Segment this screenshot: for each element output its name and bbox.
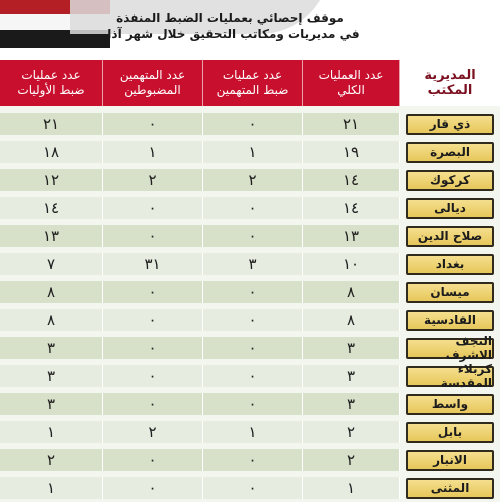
arrested-cell: ٠: [103, 281, 203, 303]
report-title: [100, 10, 360, 42]
arrested-cell: ٠: [103, 197, 203, 219]
directorate-label: البصرة: [406, 142, 494, 163]
preliminary-ops-cell: ٨: [0, 281, 103, 303]
directorate-cell: [400, 138, 500, 166]
arrested-cell: ٠: [103, 449, 203, 471]
preliminary-ops-cell: ٢: [0, 449, 103, 471]
table-header-row: [0, 60, 500, 106]
table-row: [0, 194, 500, 222]
arrested-cell: ٠: [103, 309, 203, 331]
preliminary-ops-cell: ٢١: [0, 113, 103, 135]
total-ops-cell: ١٠: [303, 253, 400, 275]
table-row: [0, 250, 500, 278]
table-row: [0, 138, 500, 166]
preliminary-ops-cell: ١٢: [0, 169, 103, 191]
arrested-cell: ٢: [103, 421, 203, 443]
total-ops-cell: ٣: [303, 393, 400, 415]
table-row: [0, 474, 500, 502]
total-ops-cell: ٣: [303, 337, 400, 359]
directorate-cell: [400, 474, 500, 502]
total-ops-cell: ٨: [303, 281, 400, 303]
directorate-cell: [400, 390, 500, 418]
header-preliminary-ops: عدد عمليات ضبط الأوليات: [0, 60, 103, 106]
arrest-ops-cell: ٠: [203, 337, 303, 359]
directorate-cell: [400, 194, 500, 222]
arrest-ops-cell: ٢: [203, 169, 303, 191]
total-ops-cell: ١: [303, 477, 400, 499]
table-row: [0, 334, 500, 362]
total-ops-cell: ١٩: [303, 141, 400, 163]
preliminary-ops-cell: ٨: [0, 309, 103, 331]
arrested-cell: ٢: [103, 169, 203, 191]
arrest-ops-cell: ٠: [203, 225, 303, 247]
arrest-ops-cell: ١: [203, 421, 303, 443]
total-ops-cell: ٢: [303, 421, 400, 443]
directorate-cell: [400, 446, 500, 474]
header-arrest-ops: عدد عمليات ضبط المتهمين: [203, 60, 303, 106]
arrest-ops-cell: ٠: [203, 197, 303, 219]
header-directorate: المديرية المكتب: [400, 60, 500, 106]
table-row: [0, 110, 500, 138]
table-row: [0, 390, 500, 418]
directorate-cell: [400, 418, 500, 446]
arrested-cell: ٠: [103, 225, 203, 247]
preliminary-ops-cell: ٣: [0, 393, 103, 415]
arrested-cell: ٠: [103, 477, 203, 499]
arrest-ops-cell: ٠: [203, 477, 303, 499]
total-ops-cell: ٢١: [303, 113, 400, 135]
total-ops-cell: ٨: [303, 309, 400, 331]
arrested-cell: ٣١: [103, 253, 203, 275]
directorate-label: المثنى: [406, 478, 494, 499]
arrested-cell: ١: [103, 141, 203, 163]
arrest-ops-cell: ٠: [203, 365, 303, 387]
arrest-ops-cell: ٠: [203, 309, 303, 331]
directorate-label: النجف الاشرف: [406, 338, 494, 359]
directorate-label: ذي قار: [406, 114, 494, 135]
table-row: [0, 446, 500, 474]
directorate-cell: [400, 222, 500, 250]
directorate-label: صلاح الدين: [406, 226, 494, 247]
arrest-ops-cell: ٠: [203, 113, 303, 135]
directorate-label: القادسية: [406, 310, 494, 331]
preliminary-ops-cell: ١٤: [0, 197, 103, 219]
arrest-ops-cell: ٠: [203, 449, 303, 471]
title-line-2: في مديريات ومكاتب التحقيق خلال شهر آذار: [100, 27, 360, 41]
total-ops-cell: ١٤: [303, 169, 400, 191]
directorate-label: واسط: [406, 394, 494, 415]
page-header: [0, 0, 500, 60]
directorate-cell: [400, 110, 500, 138]
title-line-1: موقف إحصائي بعمليات الضبط المنفذة: [116, 11, 344, 25]
preliminary-ops-cell: ١: [0, 477, 103, 499]
preliminary-ops-cell: ١٨: [0, 141, 103, 163]
arrested-cell: ٠: [103, 337, 203, 359]
total-ops-cell: ٣: [303, 365, 400, 387]
directorate-cell: [400, 334, 500, 362]
total-ops-cell: ١٤: [303, 197, 400, 219]
arrested-cell: ٠: [103, 113, 203, 135]
table-row: [0, 166, 500, 194]
preliminary-ops-cell: ١: [0, 421, 103, 443]
directorate-label: كربلاء المقدسة: [406, 366, 494, 387]
preliminary-ops-cell: ٣: [0, 365, 103, 387]
table-row: [0, 418, 500, 446]
header-total-ops: عدد العمليات الكلي: [303, 60, 400, 106]
directorate-cell: [400, 278, 500, 306]
directorate-cell: [400, 306, 500, 334]
total-ops-cell: ٢: [303, 449, 400, 471]
preliminary-ops-cell: ١٣: [0, 225, 103, 247]
arrest-ops-cell: ٠: [203, 281, 303, 303]
directorate-label: ميسان: [406, 282, 494, 303]
directorate-label: ديالى: [406, 198, 494, 219]
table-row: [0, 278, 500, 306]
directorate-cell: [400, 166, 500, 194]
preliminary-ops-cell: ٧: [0, 253, 103, 275]
arrest-ops-cell: ١: [203, 141, 303, 163]
arrested-cell: ٠: [103, 393, 203, 415]
directorate-label: بابل: [406, 422, 494, 443]
header-arrested: عدد المتهمين المضبوطين: [103, 60, 203, 106]
arrested-cell: ٠: [103, 365, 203, 387]
preliminary-ops-cell: ٣: [0, 337, 103, 359]
directorate-label: بغداد: [406, 254, 494, 275]
statistics-table: [0, 60, 500, 500]
arrest-ops-cell: ٣: [203, 253, 303, 275]
table-row: [0, 362, 500, 390]
directorate-cell: [400, 250, 500, 278]
directorate-cell: [400, 362, 500, 390]
table-body: [0, 110, 500, 502]
table-row: [0, 306, 500, 334]
total-ops-cell: ١٣: [303, 225, 400, 247]
table-row: [0, 222, 500, 250]
arrest-ops-cell: ٠: [203, 393, 303, 415]
directorate-label: كركوك: [406, 170, 494, 191]
directorate-label: الانبار: [406, 450, 494, 471]
